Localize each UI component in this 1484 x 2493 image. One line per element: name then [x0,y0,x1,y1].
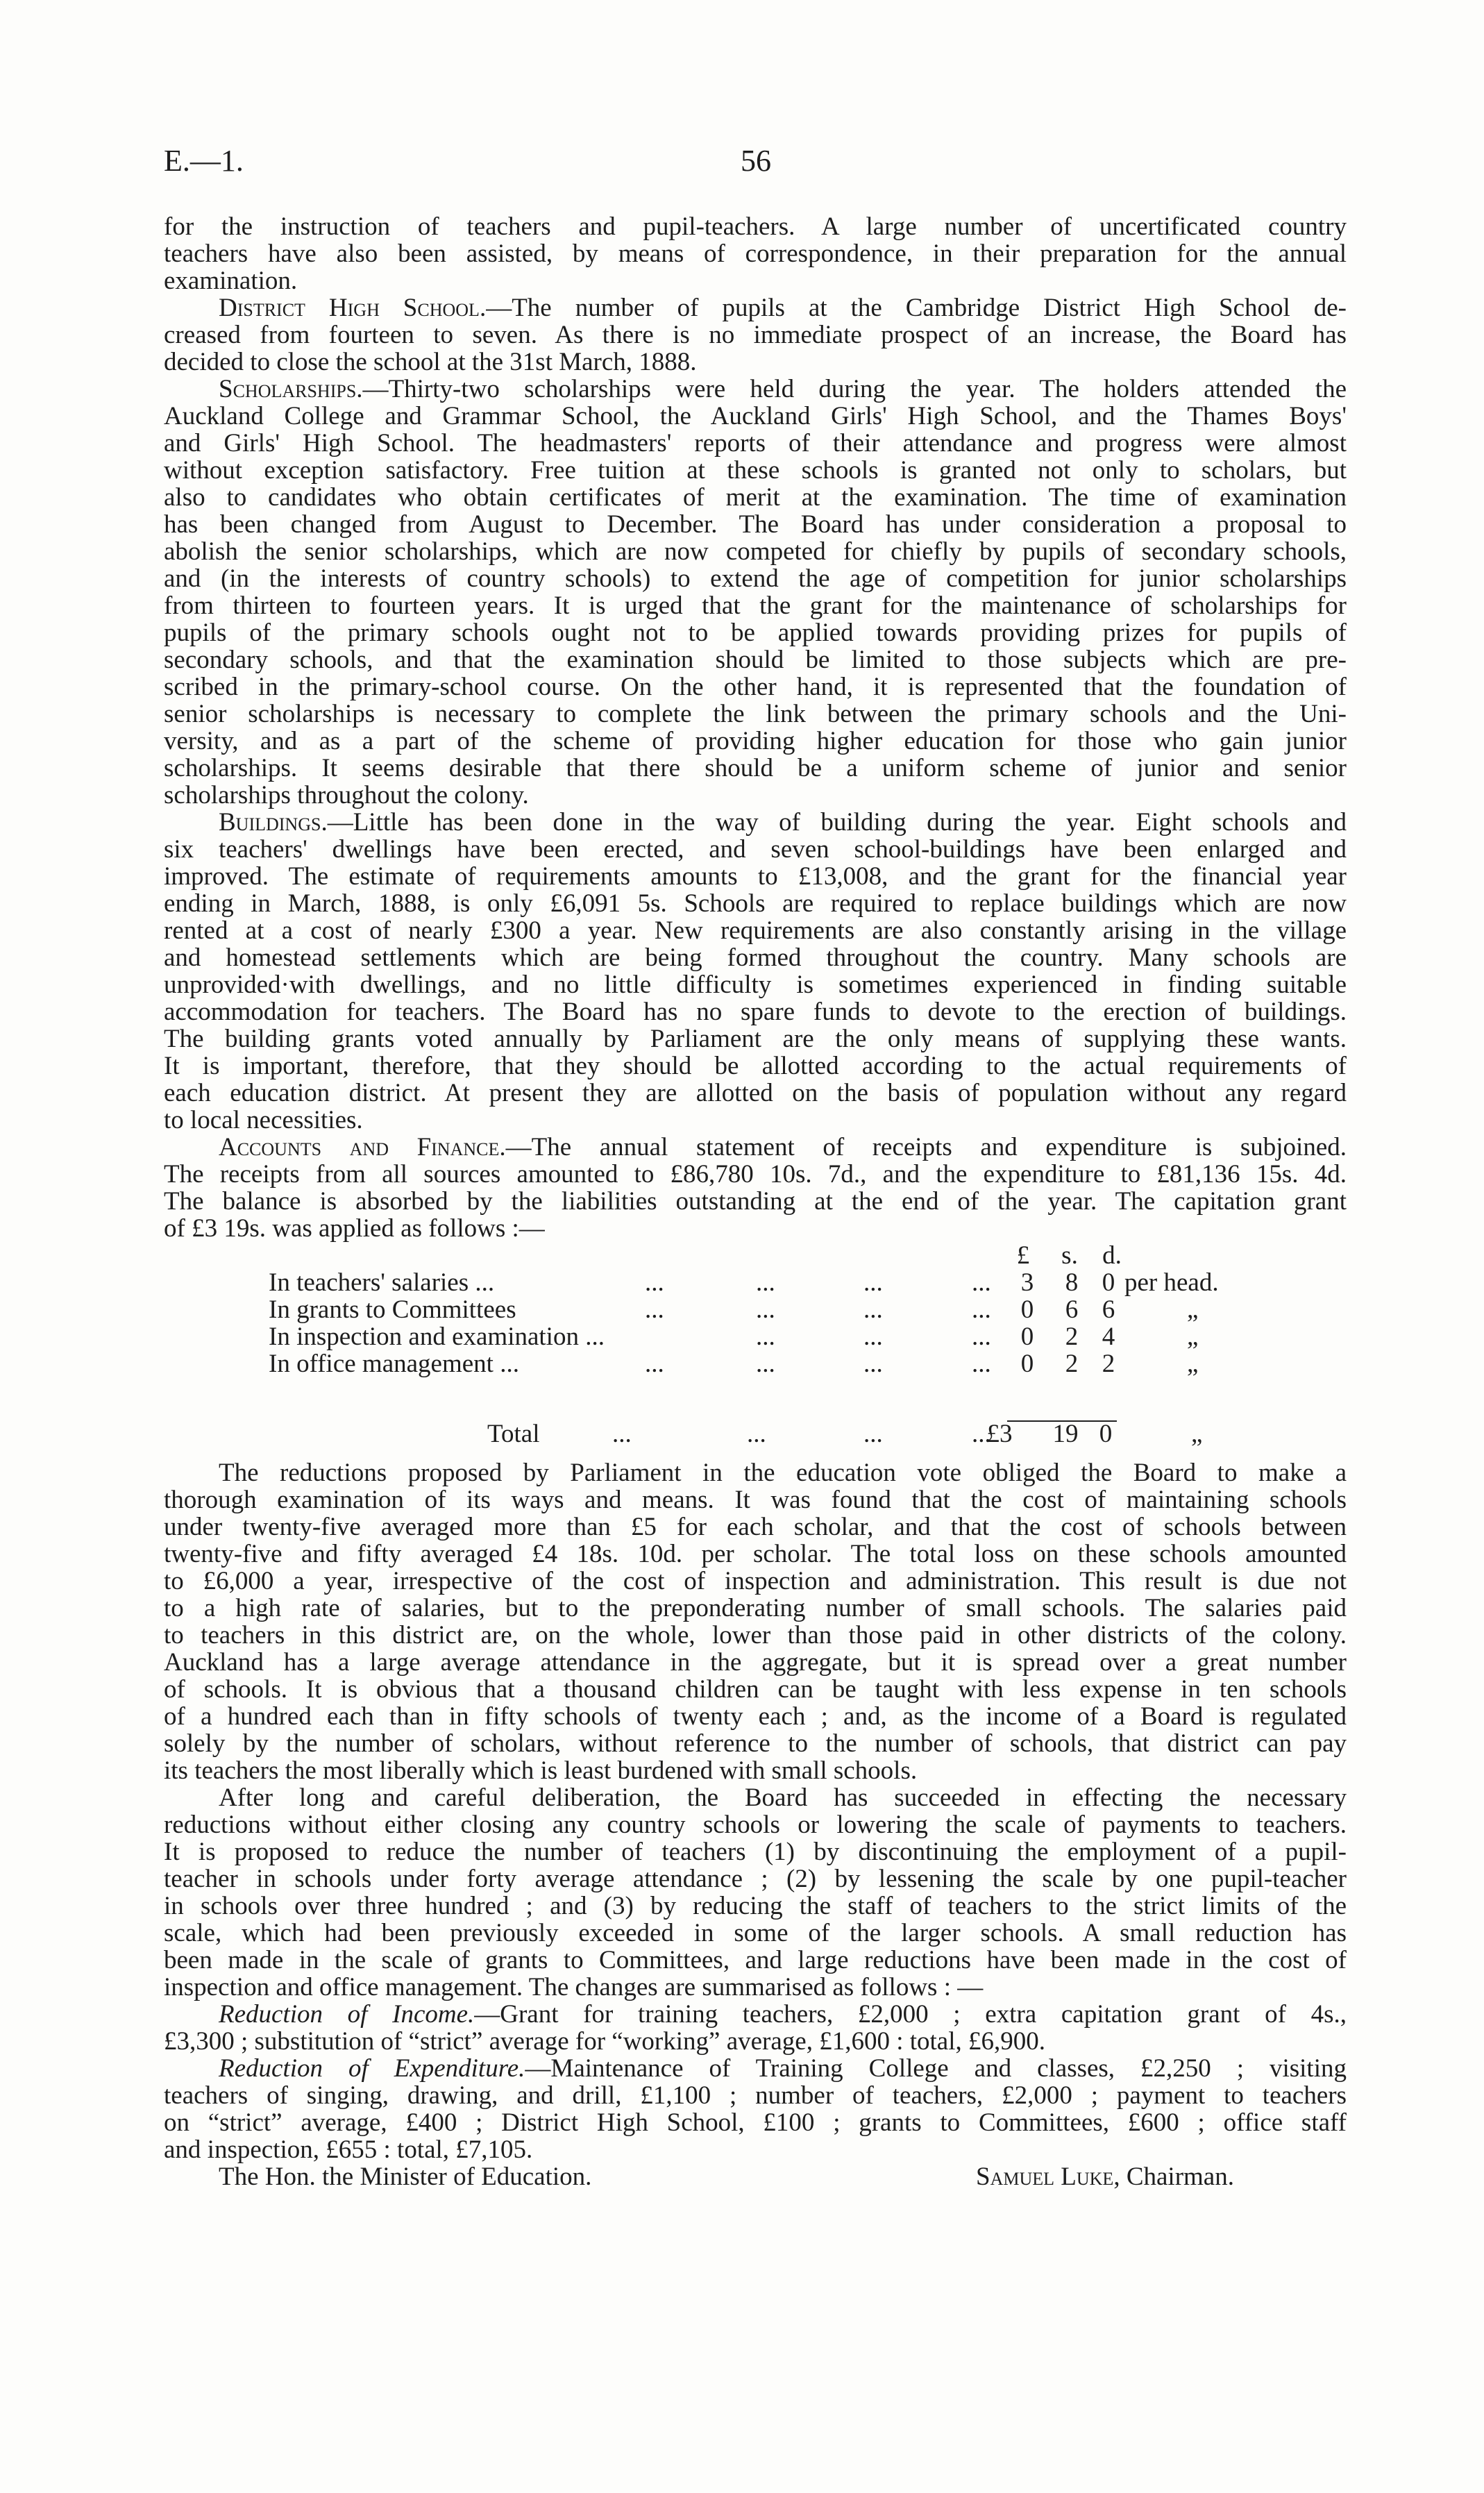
text-line: decided to close the school at the 31st March, 1888. [164,348,697,376]
text-line: The receipts from all sources amounted to £86,780 10s. 7d., and the expenditure to £81,136 15s. 4d. [164,1160,1347,1189]
text-line: reductions without either closing any country schools or lowering the scale of payments to teachers. [164,1811,1347,1839]
text-line: its teachers the most liberally which is least burdened with small schools. [164,1756,918,1785]
text-line: It is proposed to reduce the number of teachers (1) by discontinuing the employment of a pupil- [164,1838,1347,1866]
text-line: teachers have also been assisted, by means of correspondence, in their preparation for the annual [164,240,1347,268]
total-label: Total [487,1420,540,1448]
cell-note: per head. [1124,1268,1219,1297]
signatory-name: Samuel Luke [976,2163,1114,2191]
section-first-line [164,809,1347,836]
text-line: to a high rate of salaries, but to the preponderating number of small schools. The salaries paid [164,1594,1347,1622]
text-line: twenty-five and fifty averaged £4 18s. 10d. per scholar. The total loss on these schools amounted [164,1540,1347,1568]
text-line: inspection and office management. The changes are summarised as follows : — [164,1973,984,2001]
cell-shillings: 2 [1065,1350,1079,1378]
text-line: versity, and as a part of the scheme of providing higher education for those who gain junior [164,727,1347,755]
text-line: pupils of the primary schools ought not to be applied towards providing prizes for pupils of [164,619,1347,647]
leader-dots: ... [756,1295,775,1324]
cell-pounds: 0 [1020,1350,1034,1378]
text-line: in schools over three hundred ; and (3) by reducing the staff of teachers to the strict limits of the [164,1892,1347,1920]
section-first-line [164,376,1347,403]
text-line: It is important, therefore, that they should be allotted according to the actual requirements of [164,1052,1347,1080]
text-line: to £6,000 a year, irrespective of the cost of inspection and administration. This result is due not [164,1567,1347,1595]
section-heading-district-high-school: District High School. [219,294,487,322]
text-line: and homestead settlements which are being formed throughout the country. Many schools are [164,943,1347,972]
signature-line [164,2163,1347,2190]
text-line: examination. [164,267,298,295]
text-line: been made in the scale of grants to Committees, and large reductions have been made in the cost of [164,1946,1347,1974]
text-line: from thirteen to fourteen years. It is urged that the grant for the maintenance of scholarships for [164,591,1347,620]
section-first-line [164,294,1347,321]
addressee: The Hon. the Minister of Education. [219,2163,592,2191]
signatory [976,2163,1234,2190]
leader-dots: ... [756,1268,775,1297]
cell-pence: 0 [1102,1268,1115,1297]
document-reference: E.—1. [164,144,244,178]
ditto-mark: „ [1187,1350,1199,1378]
row-label: In teachers' salaries ... [269,1268,495,1297]
table-row [164,1350,1347,1377]
text-line: accommodation for teachers. The Board has no spare funds to devote to the erection of buildings. [164,998,1347,1026]
line-text: —The number of pupils at the Cambridge District High School de- [486,294,1347,322]
table-row [164,1269,1347,1296]
text-line: of £3 19s. was applied as follows :— [164,1214,545,1243]
section-heading-scholarships: Scholarships. [219,375,363,403]
text-line: to teachers in this district are, on the whole, lower than those paid in other districts of the colony. [164,1621,1347,1650]
leader-dots: ... [756,1350,775,1378]
ditto-mark: „ [1187,1295,1199,1324]
text-line: Auckland has a large average attendance in the aggregate, but it is spread over a great number [164,1648,1347,1677]
leader-dots: ... [972,1268,991,1297]
text-line: The balance is absorbed by the liabilities outstanding at the end of the year. The capitation grant [164,1187,1347,1216]
text-line: abolish the senior scholarships, which are now competed for chiefly by pupils of secondary schools, [164,537,1347,566]
text-line: scholarships throughout the colony. [164,781,529,809]
text-line: solely by the number of scholars, without reference to the number of schools, that district can pay [164,1729,1347,1758]
leader-dots: ... [612,1420,632,1448]
document-body [164,213,1347,2190]
text-line: to local necessities. [164,1106,363,1134]
column-header-pence: d. [1102,1241,1122,1270]
row-label: In inspection and examination ... [269,1323,605,1351]
table-header [164,1242,1347,1269]
cell-pence: 2 [1102,1350,1115,1378]
cell-shillings: 2 [1065,1323,1079,1351]
text-line: under twenty-five averaged more than £5 for each scholar, and that the cost of schools between [164,1513,1347,1541]
column-header-pounds: £ [1016,1241,1030,1270]
line-text: —Little has been done in the way of building during the year. Eight schools and [327,808,1347,837]
text-line: of a hundred each than in fifty schools of twenty each ; and, as the income of a Board is regulated [164,1702,1347,1731]
text-line: each education district. At present they are allotted on the basis of population without any regard [164,1079,1347,1107]
text-line: scribed in the primary-school course. On the other hand, it is represented that the foundation of [164,673,1347,701]
leader-dots: ... [645,1295,664,1324]
leader-dots: ... [863,1323,883,1351]
signatory-title: , Chairman. [1113,2163,1234,2191]
section-first-line [164,2001,1347,2028]
text-line: and inspection, £655 : total, £7,105. [164,2135,533,2164]
leader-dots: ... [972,1323,991,1351]
ditto-mark: „ [1191,1420,1203,1448]
text-line: The building grants voted annually by Parliament are the only means of supplying these wants. [164,1025,1347,1053]
leader-dots: ... [972,1350,991,1378]
text-line: senior scholarships is necessary to complete the link between the primary schools and the Uni- [164,700,1347,728]
cell-pounds: 0 [1020,1323,1034,1351]
section-heading-buildings: Buildings. [219,808,328,837]
text-line: on “strict” average, £400 ; District High School, £100 ; grants to Committees, £600 ; office staff [164,2108,1347,2137]
table-row [164,1323,1347,1350]
line-text: —Maintenance of Training College and classes, £2,250 ; visiting [525,2054,1347,2083]
leader-dots: ... [863,1420,883,1448]
text-line: for the instruction of teachers and pupil-teachers. A large number of uncertificated country [164,212,1347,241]
text-line: and Girls' High School. The headmasters' reports of their attendance and progress were almost [164,429,1347,458]
text-line: ending in March, 1888, is only £6,091 5s. Schools are required to replace buildings which are now [164,889,1347,918]
row-label: In grants to Committees [269,1295,516,1324]
subheading-reduction-of-expenditure: Reduction of Expenditure. [219,2054,525,2083]
text-line: The reductions proposed by Parliament in the education vote obliged the Board to make a [219,1459,1347,1487]
cell-pence: 4 [1102,1323,1115,1351]
text-line: scale, which had been previously exceeded in some of the larger schools. A small reduction has [164,1919,1347,1947]
line-text: —The annual statement of receipts and expenditure is subjoined. [505,1133,1347,1161]
table-total-row [164,1420,1347,1447]
column-header-shillings: s. [1061,1241,1078,1270]
total-pounds: £3 [986,1420,1013,1448]
text-line: creased from fourteen to seven. As there is no immediate prospect of an increase, the Board has [164,321,1347,349]
text-line: improved. The estimate of requirements amounts to £13,008, and the grant for the financial year [164,862,1347,891]
table-row [164,1296,1347,1323]
text-line: After long and careful deliberation, the Board has succeeded in effecting the necessary [219,1783,1347,1812]
cell-shillings: 8 [1065,1268,1079,1297]
text-line: Auckland College and Grammar School, the Auckland Girls' High School, and the Thames Boys' [164,402,1347,430]
section-first-line [164,2055,1347,2082]
text-line: thorough examination of its ways and means. It was found that the cost of maintaining schools [164,1486,1347,1514]
leader-dots: ... [972,1420,991,1448]
text-line: £3,300 ; substitution of “strict” average for “working” average, £1,600 : total, £6,900. [164,2027,1045,2056]
line-text: —Thirty-two scholarships were held during the year. The holders attended the [362,375,1347,403]
leader-dots: ... [747,1420,766,1448]
text-line: also to candidates who obtain certificates of merit at the examination. The time of examination [164,483,1347,512]
text-line: unprovided·with dwellings, and no little difficulty is sometimes experienced in finding suitable [164,971,1347,999]
leader-dots: ... [863,1295,883,1324]
total-pence: 0 [1099,1420,1113,1448]
cell-pence: 6 [1102,1295,1115,1324]
leader-dots: ... [645,1350,664,1378]
text-line: secondary schools, and that the examination should be limited to those subjects which are pre- [164,646,1347,674]
text-line: teachers of singing, drawing, and drill, £1,100 ; number of teachers, £2,000 ; payment to teachers [164,2081,1347,2110]
section-first-line [164,1134,1347,1161]
text-line: without exception satisfactory. Free tuition at these schools is granted not only to scholars, but [164,456,1347,485]
text-line: of schools. It is obvious that a thousand children can be taught with less expense in ten schools [164,1675,1347,1704]
leader-dots: ... [863,1350,883,1378]
subheading-reduction-of-income: Reduction of Income. [219,2000,475,2029]
ditto-mark: „ [1187,1323,1199,1351]
leader-dots: ... [645,1268,664,1297]
text-line: and (in the interests of country schools) to extend the age of competition for junior scholarships [164,564,1347,593]
leader-dots: ... [863,1268,883,1297]
total-shillings: 19 [1052,1420,1079,1448]
section-heading-accounts-and-finance: Accounts and Finance. [219,1133,506,1161]
leader-dots: ... [756,1323,775,1351]
text-line: rented at a cost of nearly £300 a year. New requirements are also constantly arising in the village [164,916,1347,945]
text-line: teacher in schools under forty average attendance ; (2) by lessening the scale by one pupil-teacher [164,1865,1347,1893]
line-text: —Grant for training teachers, £2,000 ; extra capitation grant of 4s., [474,2000,1347,2029]
row-label: In office management ... [269,1350,519,1378]
cell-pounds: 0 [1020,1295,1034,1324]
text-line: six teachers' dwellings have been erected, and seven school-buildings have been enlarged and [164,835,1347,864]
leader-dots: ... [972,1295,991,1324]
cell-shillings: 6 [1065,1295,1079,1324]
cell-pounds: 3 [1020,1268,1034,1297]
text-line: scholarships. It seems desirable that there should be a uniform scheme of junior and senior [164,754,1347,782]
page-number: 56 [741,144,771,178]
text-line: has been changed from August to December. The Board has under consideration a proposal to [164,510,1347,539]
